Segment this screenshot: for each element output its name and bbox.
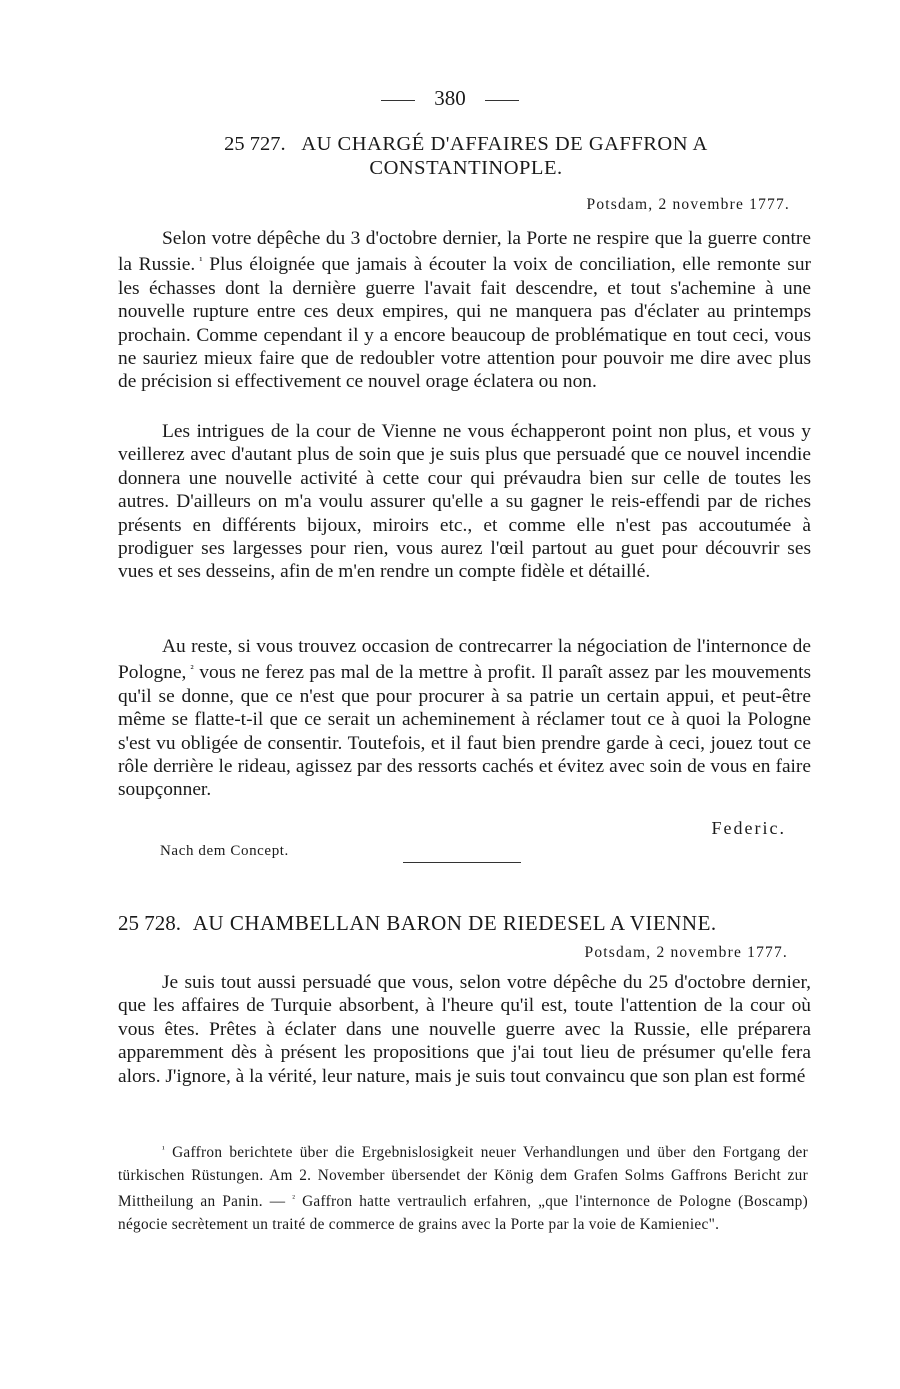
page-number: 380 <box>434 86 466 110</box>
page-header <box>0 86 900 111</box>
letter-1-paragraph-1 <box>118 227 811 394</box>
footnotes <box>118 1138 808 1236</box>
header-dash-left <box>381 100 415 101</box>
letter-1-source: Nach dem Concept. <box>160 843 289 859</box>
letter-1-heading-line1: AU CHARGÉ D'AFFAIRES DE GAFFRON A <box>301 133 708 155</box>
footnote-text-2: Gaffron hatte vertraulich erfahren, „que l'internonce de Pologne (Boscamp) négocie secrètement un traité de commerce de grains avec la Porte par la voie de Kamieniec". <box>118 1193 808 1233</box>
letter-1-p3-cont: vous ne ferez pas mal de la mettre à profit. Il paraît assez par les mouvements qu'il se donne, que ce n'est que pour procurer à sa patrie un certain appui, et peut-être même se flatte-t-il que ce serait un acheminement à réclamer tout ce à quoi la Pologne s'est vu obligée de consentir. Toutefois, et il faut bien prendre garde à ceci, jouez tout ce rôle derrière le rideau, agissez par des ressorts cachés et évitez avec soin de vous en faire soupçonner. <box>118 662 812 801</box>
footnote-ref-1: ¹ <box>199 255 203 268</box>
letter-1-p1-text: Selon votre dépêche du 3 d'octobre dernier, la Porte ne respire que la guerre contre la Russie. <box>118 228 811 276</box>
section-divider <box>403 862 521 863</box>
footnote-mark-2: ² <box>292 1193 296 1203</box>
letter-1-p3-text: Au reste, si vous trouvez occasion de contrecarrer la négociation de l'internonce de Pologne, <box>118 636 811 684</box>
letter-1-p1-cont: Plus éloignée que jamais à écouter la voix de conciliation, elle remonte sur les échasses dont la dernière guerre l'avait fait descendre, et tout s'achemine à une nouvelle rupture entre ces deux empires, qui ne manquera pas d'éclater au printemps prochain. Comme cependant il y a encore beaucoup de problématique en tout ceci, vous ne sauriez mieux faire que de redoubler votre attention pour pouvoir me dire avec plus de précision si effectivement ce nouvel orage éclatera ou non. <box>118 254 811 393</box>
letter-1-heading-line2: CONSTANTINOPLE. <box>369 157 563 179</box>
footnote-mark-1: ¹ <box>162 1144 165 1154</box>
letter-1-signature: Federic. <box>711 818 786 838</box>
letter-2-heading-line1: AU CHAMBELLAN BARON DE RIEDESEL A VIENNE. <box>192 911 717 935</box>
letter-1-paragraph-2: Les intrigues de la cour de Vienne ne vous échapperont point non plus, et vous y veillerez avec d'autant plus de soin que je suis plus que persuadé que ce nouvel incendie donnera une nouvelle activité à cette cour qui prévaudra bien sur celle de toutes les autres. D'ailleurs on m'a voulu assurer qu'elle a su gagner le reis-effendi par de riches présents en différents bijoux, miroirs etc., et comme elle n'est pas accoutumée à prodiguer ses largesses pour rien, vous aurez l'œil partout au guet pour découvrir ses vues et ses desseins, afin de m'en rendre un compte fidèle et détaillé. <box>118 421 811 583</box>
letter-1-dateline: Potsdam, 2 novembre 1777. <box>586 196 790 213</box>
letter-1-paragraph-3 <box>118 635 811 802</box>
letter-2-heading <box>118 911 813 935</box>
footnote-ref-2: ² <box>190 663 194 676</box>
header-dash-right <box>485 100 519 101</box>
footnote-text-1: Gaffron berichtete über die Ergebnislosigkeit neuer Verhandlungen und über den Fortgang der türkischen Rüstungen. Am 2. November übersendet der König dem Grafen Solms Gaffrons Bericht zur Mittheilung an Panin. — <box>118 1144 809 1210</box>
letter-1-heading <box>120 132 812 180</box>
letter-2-dateline: Potsdam, 2 novembre 1777. <box>584 944 788 961</box>
letter-1-number: 25 727. <box>224 133 286 155</box>
letter-2-paragraph-1: Je suis tout aussi persuadé que vous, selon votre dépêche du 25 d'octobre dernier, que les affaires de Turquie absorbent, à l'heure qu'il est, toute l'attention de la cour où vous êtes. Prêtes à éclater dans une nouvelle guerre avec la Russie, elle préparera apparemment dès à présent les propositions que j'ai tout lieu de présumer qu'elle fera alors. J'ignore, à la vérité, leur nature, mais je suis tout convaincu que son plan est formé <box>118 972 811 1087</box>
letter-2-number: 25 728. <box>118 911 181 935</box>
